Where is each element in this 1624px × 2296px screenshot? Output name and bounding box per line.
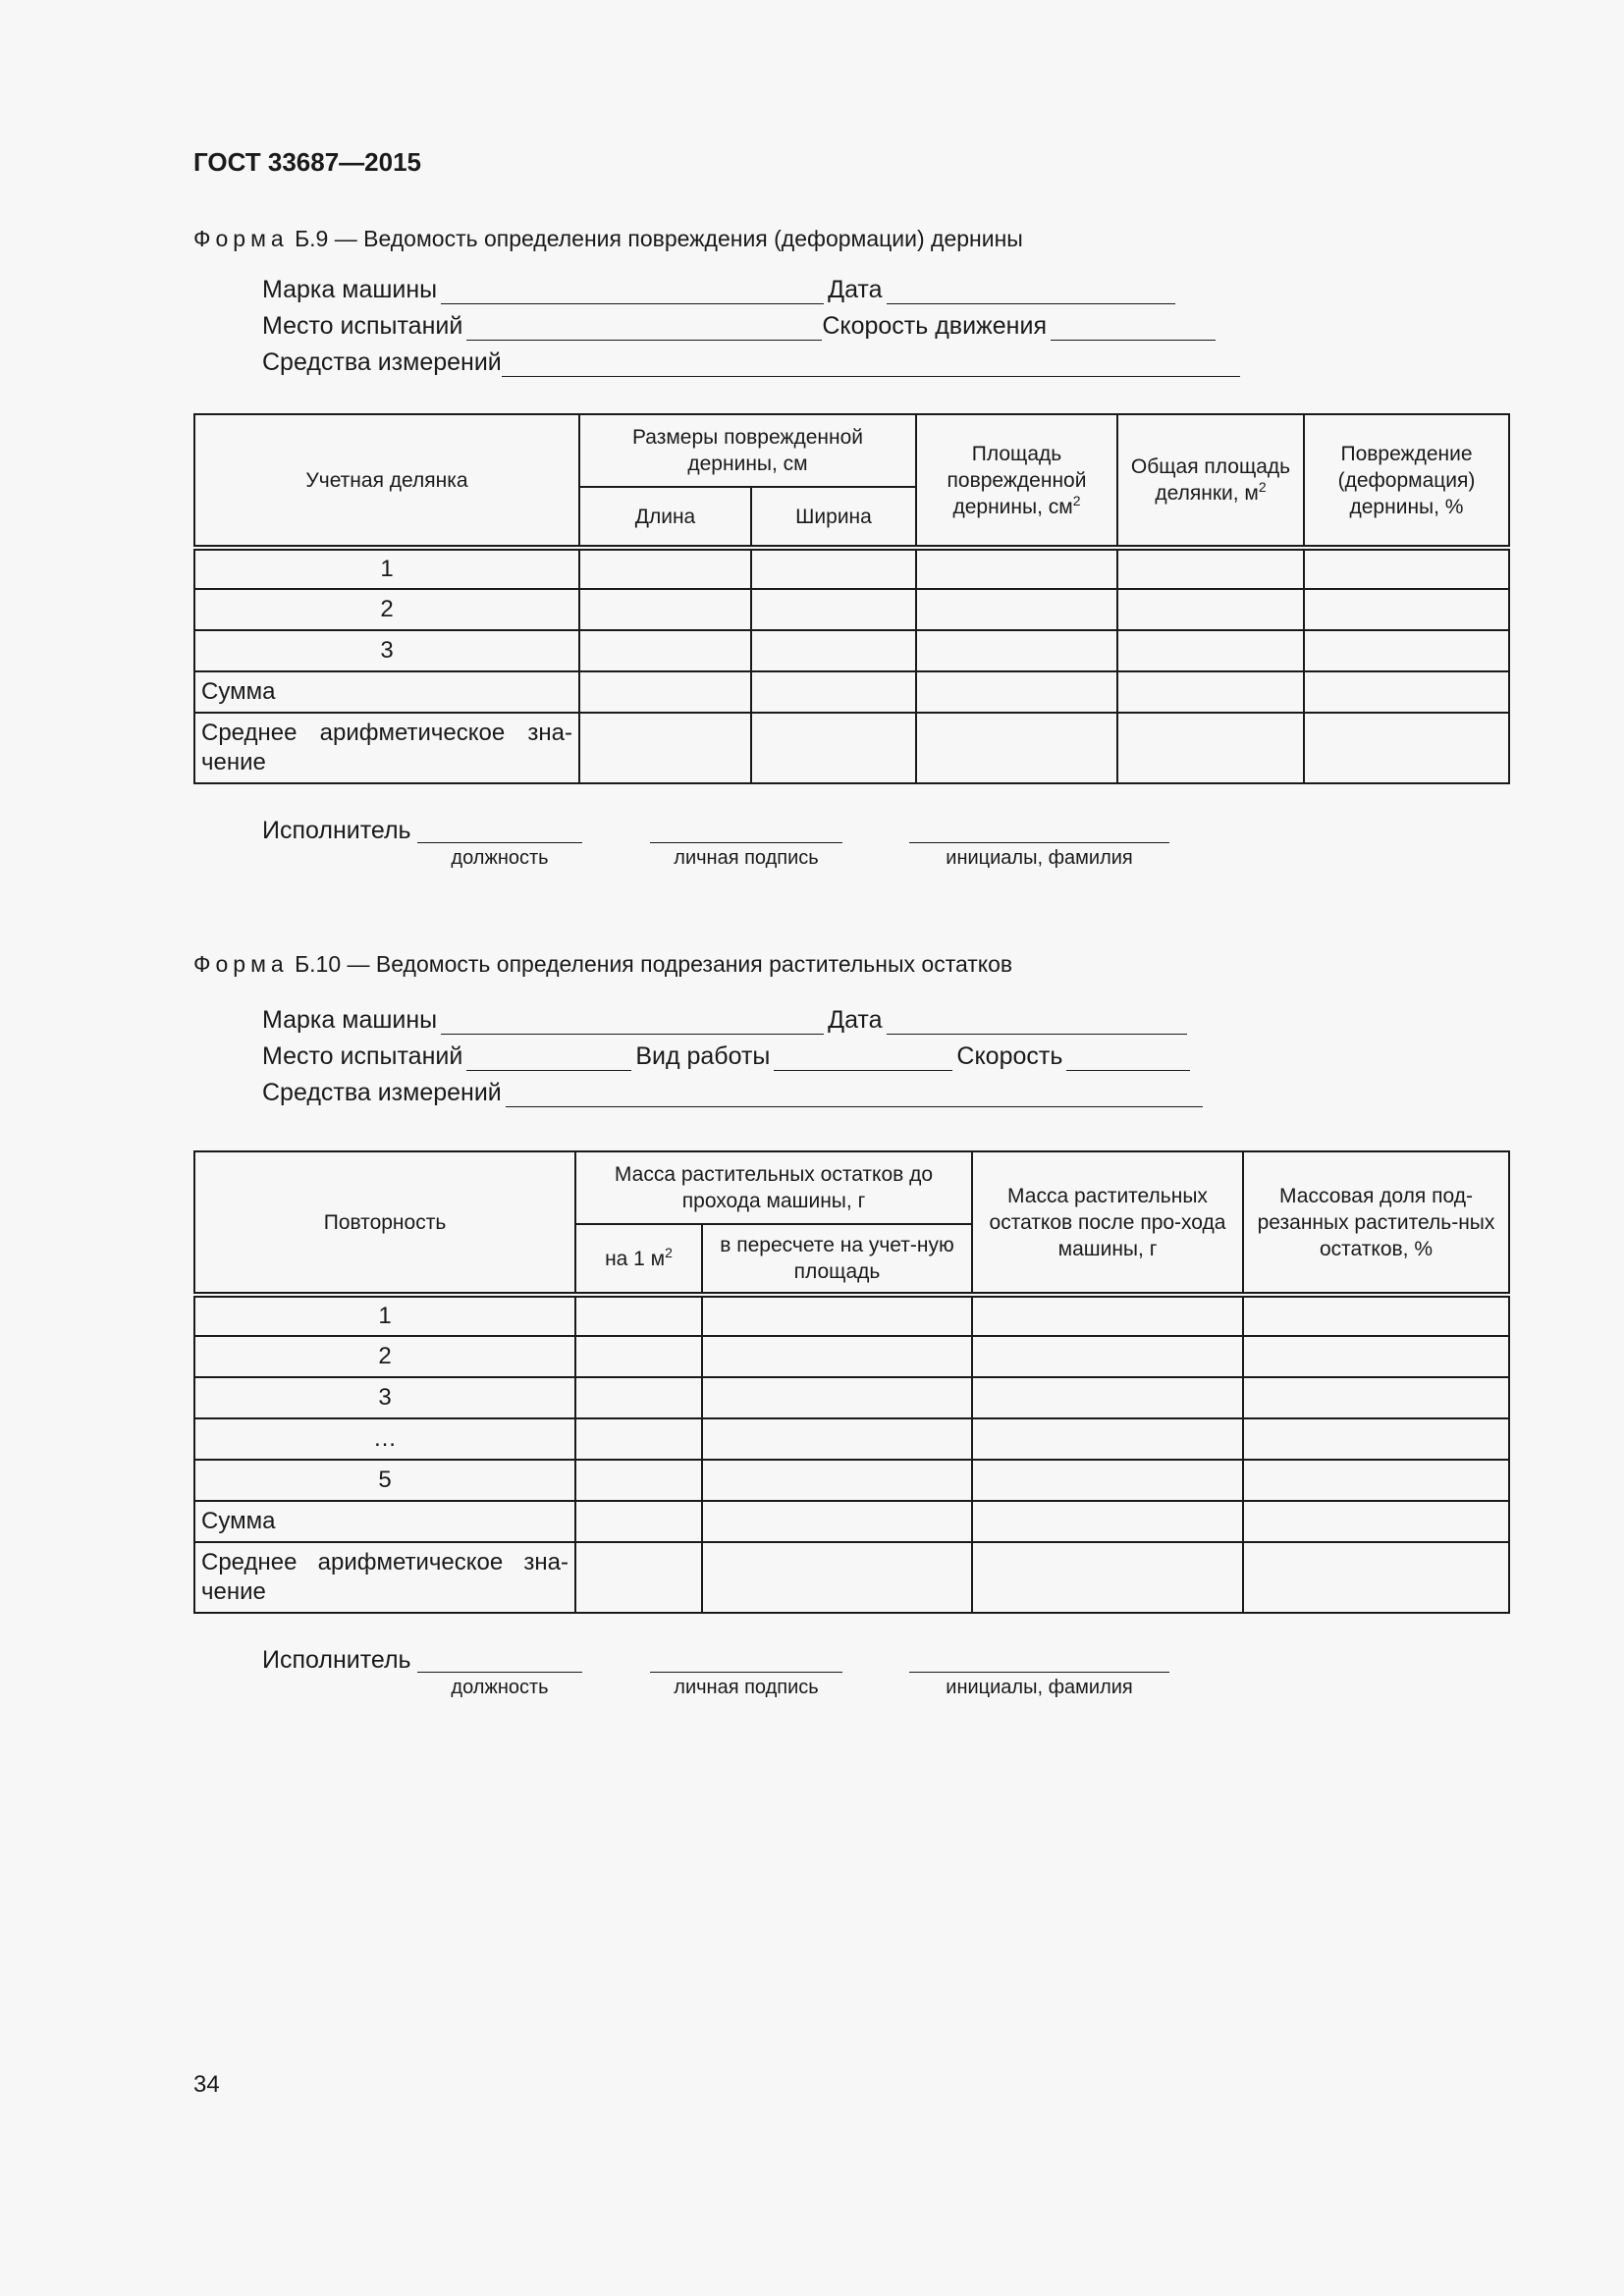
mean-label: Среднее арифметическое зна-чение xyxy=(194,1542,575,1613)
cell[interactable] xyxy=(972,1418,1243,1460)
date-field[interactable] xyxy=(887,278,1175,304)
form-b10-name-line[interactable] xyxy=(909,1670,1169,1673)
cell[interactable] xyxy=(1304,548,1509,589)
machine-field[interactable] xyxy=(441,278,824,304)
form-b9-place-row xyxy=(262,309,1219,341)
header-area-total-sup: 2 xyxy=(1258,479,1267,495)
header-per-m2-sup: 2 xyxy=(665,1244,673,1260)
cell[interactable] xyxy=(702,1542,972,1613)
mean-label: Среднее арифметическое зна-чение xyxy=(194,713,579,783)
machine-label: Марка машины xyxy=(262,1006,438,1034)
row-label: 3 xyxy=(194,630,579,671)
cell[interactable] xyxy=(575,1295,702,1336)
header-per-m2-text: на 1 м xyxy=(605,1247,666,1270)
header-mass-after: Масса растительных остатков после про-хода машины, г xyxy=(972,1151,1243,1295)
date-label: Дата xyxy=(828,276,883,303)
cell[interactable] xyxy=(916,671,1117,713)
form-b10-signature-line[interactable] xyxy=(650,1670,842,1673)
cell[interactable] xyxy=(1117,548,1304,589)
table-row xyxy=(194,630,1509,671)
form-b10-name-caption: инициалы, фамилия xyxy=(946,1677,1133,1698)
row-label: 1 xyxy=(194,1295,575,1336)
table-row xyxy=(194,1295,1509,1336)
table-row-mean xyxy=(194,1542,1509,1613)
form-b10-signature-caption: личная подпись xyxy=(674,1677,819,1698)
cell[interactable] xyxy=(1243,1336,1509,1377)
table-row-sum xyxy=(194,671,1509,713)
cell[interactable] xyxy=(1117,671,1304,713)
cell[interactable] xyxy=(1243,1542,1509,1613)
form-b10-instruments-row xyxy=(262,1076,1207,1107)
row-label: 2 xyxy=(194,1336,575,1377)
work-label: Вид работы xyxy=(635,1042,771,1070)
cell[interactable] xyxy=(702,1295,972,1336)
cell[interactable] xyxy=(1304,713,1509,783)
header-damage: Повреждение (деформация) дернины, % xyxy=(1304,414,1509,548)
cell[interactable] xyxy=(1304,630,1509,671)
form-b10-position-line[interactable] xyxy=(417,1670,582,1673)
form-b9-signature-caption: личная подпись xyxy=(674,847,819,869)
cell[interactable] xyxy=(575,1336,702,1377)
header-length: Длина xyxy=(579,487,751,548)
cell[interactable] xyxy=(1243,1377,1509,1418)
header-mass-before: Масса растительных остатков до прохода машины, г xyxy=(575,1151,972,1224)
cell[interactable] xyxy=(916,630,1117,671)
table-row xyxy=(194,548,1509,589)
form-b10-place-row xyxy=(262,1040,1194,1071)
form-b9-machine-row xyxy=(262,273,1179,304)
cell[interactable] xyxy=(575,1460,702,1501)
place-field[interactable] xyxy=(466,314,822,341)
cell[interactable] xyxy=(575,1377,702,1418)
cell[interactable] xyxy=(972,1295,1243,1336)
form-b9-name-line[interactable] xyxy=(909,840,1169,843)
form-b9-instruments-row xyxy=(262,346,1244,377)
cell[interactable] xyxy=(751,548,916,589)
instruments-field[interactable] xyxy=(502,350,1240,377)
date-label: Дата xyxy=(828,1006,883,1034)
header-area-total xyxy=(1117,414,1304,548)
place-label: Место испытаний xyxy=(262,312,463,340)
cell[interactable] xyxy=(972,1460,1243,1501)
form-b10-position-caption: должность xyxy=(451,1677,549,1698)
cell[interactable] xyxy=(702,1377,972,1418)
form-b10-caption-prefix: Форма xyxy=(193,951,289,977)
cell[interactable] xyxy=(579,671,751,713)
cell[interactable] xyxy=(575,1418,702,1460)
form-b9-caption-text: Б.9 — Ведомость определения повреждения (деформации) дернины xyxy=(295,226,1023,251)
speed-field[interactable] xyxy=(1051,314,1216,341)
table-row-mean xyxy=(194,713,1509,783)
cell[interactable] xyxy=(1304,671,1509,713)
cell[interactable] xyxy=(1304,589,1509,630)
cell[interactable] xyxy=(579,630,751,671)
header-cut-share: Массовая доля под-резанных раститель-ных остатков, % xyxy=(1243,1151,1509,1295)
form-b9-caption-prefix: Форма xyxy=(193,226,289,251)
cell[interactable] xyxy=(575,1542,702,1613)
header-plot: Учетная делянка xyxy=(194,414,579,548)
header-per-area: в пересчете на учет-ную площадь xyxy=(702,1224,972,1295)
form-b9-position-caption: должность xyxy=(451,847,549,869)
form-b10-table xyxy=(193,1150,1510,1614)
speed-field[interactable] xyxy=(1066,1044,1190,1071)
form-b9-performer-label: Исполнитель xyxy=(262,817,411,844)
cell[interactable] xyxy=(1243,1501,1509,1542)
header-repeat: Повторность xyxy=(194,1151,575,1295)
cell[interactable] xyxy=(1243,1418,1509,1460)
table-row-sum xyxy=(194,1501,1509,1542)
form-b10-caption-text: Б.10 — Ведомость определения подрезания растительных остатков xyxy=(295,951,1013,977)
header-area-damaged-text: Площадь поврежденной дернины, см xyxy=(947,442,1087,518)
cell[interactable] xyxy=(702,1501,972,1542)
cell[interactable] xyxy=(1117,630,1304,671)
cell[interactable] xyxy=(1243,1295,1509,1336)
speed-label: Скорость движения xyxy=(822,312,1047,340)
form-b9-table xyxy=(193,413,1510,784)
document-title: ГОСТ 33687—2015 xyxy=(193,147,421,177)
header-area-damaged-sup: 2 xyxy=(1072,492,1081,508)
row-label: 5 xyxy=(194,1460,575,1501)
cell[interactable] xyxy=(751,713,916,783)
form-b9-name-caption: инициалы, фамилия xyxy=(946,847,1133,869)
row-label: 1 xyxy=(194,548,579,589)
cell[interactable] xyxy=(579,589,751,630)
form-b9-signature-line[interactable] xyxy=(650,840,842,843)
cell[interactable] xyxy=(751,589,916,630)
cell[interactable] xyxy=(751,671,916,713)
cell[interactable] xyxy=(702,1460,972,1501)
instruments-field[interactable] xyxy=(506,1081,1203,1107)
instruments-label: Средства измерений xyxy=(262,348,502,376)
table-row xyxy=(194,1460,1509,1501)
header-dimensions: Размеры поврежденной дернины, см xyxy=(579,414,916,487)
cell[interactable] xyxy=(1117,589,1304,630)
cell[interactable] xyxy=(1243,1460,1509,1501)
sum-label: Сумма xyxy=(194,671,579,713)
table-row xyxy=(194,1418,1509,1460)
page-number: 34 xyxy=(193,2071,220,2098)
machine-label: Марка машины xyxy=(262,276,438,303)
instruments-label: Средства измерений xyxy=(262,1079,502,1106)
table-row xyxy=(194,1336,1509,1377)
cell[interactable] xyxy=(702,1418,972,1460)
cell[interactable] xyxy=(702,1336,972,1377)
header-per-m2 xyxy=(575,1224,702,1295)
table-row xyxy=(194,589,1509,630)
form-b9-position-line[interactable] xyxy=(417,840,582,843)
cell[interactable] xyxy=(972,1501,1243,1542)
row-label: 3 xyxy=(194,1377,575,1418)
speed-label: Скорость xyxy=(956,1042,1063,1070)
machine-field[interactable] xyxy=(441,1008,824,1035)
cell[interactable] xyxy=(916,548,1117,589)
date-field[interactable] xyxy=(887,1008,1187,1035)
form-b10-machine-row xyxy=(262,1003,1191,1035)
cell[interactable] xyxy=(579,713,751,783)
cell[interactable] xyxy=(575,1501,702,1542)
cell[interactable] xyxy=(579,548,751,589)
cell[interactable] xyxy=(972,1336,1243,1377)
cell[interactable] xyxy=(972,1377,1243,1418)
work-field[interactable] xyxy=(774,1044,952,1071)
row-label: … xyxy=(194,1418,575,1460)
row-label: 2 xyxy=(194,589,579,630)
header-area-total-text: Общая площадь делянки, м xyxy=(1130,455,1291,505)
sum-label: Сумма xyxy=(194,1501,575,1542)
form-b9-caption xyxy=(193,226,1023,252)
cell[interactable] xyxy=(751,630,916,671)
cell[interactable] xyxy=(1117,713,1304,783)
form-b10-performer-label: Исполнитель xyxy=(262,1646,411,1674)
cell[interactable] xyxy=(972,1542,1243,1613)
cell[interactable] xyxy=(916,589,1117,630)
form-b10-caption xyxy=(193,951,1012,978)
place-field[interactable] xyxy=(466,1044,631,1071)
header-width: Ширина xyxy=(751,487,916,548)
cell[interactable] xyxy=(916,713,1117,783)
header-area-damaged xyxy=(916,414,1117,548)
table-row xyxy=(194,1377,1509,1418)
place-label: Место испытаний xyxy=(262,1042,463,1070)
